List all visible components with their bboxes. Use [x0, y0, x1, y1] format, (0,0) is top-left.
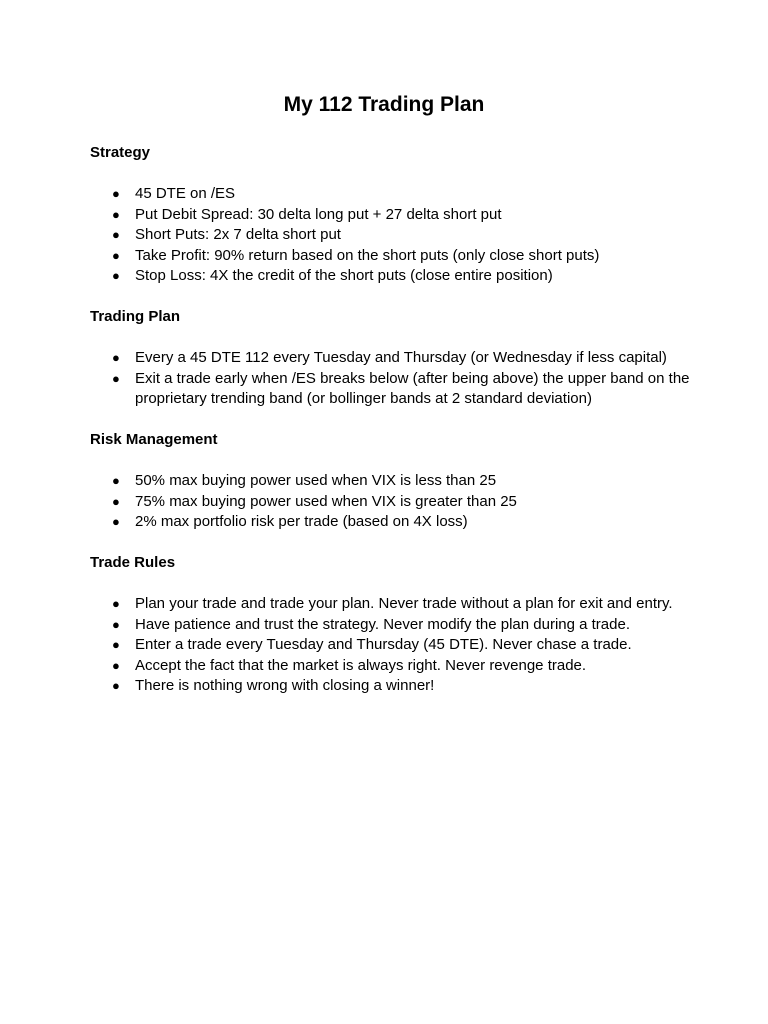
- section-trading-plan: [90, 307, 690, 410]
- list-item: [90, 184, 690, 205]
- section-trade-rules: [90, 553, 690, 697]
- list-item-text: Have patience and trust the strategy. Never modify the plan during a trade.: [135, 615, 630, 633]
- section-heading: Trading Plan: [90, 308, 181, 325]
- list-item: [90, 492, 690, 513]
- bullet-icon: ●: [112, 370, 120, 386]
- list-item: [90, 266, 690, 287]
- bullet-list: [90, 348, 690, 410]
- bullet-list: [90, 471, 690, 533]
- bullet-list: [90, 184, 690, 287]
- bullet-icon: ●: [112, 473, 120, 488]
- bullet-icon: ●: [112, 596, 120, 611]
- list-item-text: Enter a trade every Tuesday and Thursday (45 DTE). Never chase a trade.: [135, 636, 632, 653]
- list-item-text: Plan your trade and trade your plan. Never trade without a plan for exit and entry.: [135, 595, 673, 612]
- list-item-text: 45 DTE on /ES: [135, 185, 236, 202]
- list-item-text: 75% max buying power used when VIX is greater than 25: [135, 492, 517, 510]
- section-risk-management: [90, 430, 690, 533]
- bullet-icon: ●: [112, 493, 120, 509]
- list-item: [90, 676, 690, 697]
- bullet-icon: ●: [112, 268, 120, 283]
- bullet-icon: ●: [112, 186, 120, 201]
- bullet-icon: ●: [112, 616, 120, 632]
- list-item: [90, 246, 690, 267]
- list-item-text: Every a 45 DTE 112 every Tuesday and Thursday (or Wednesday if less capital): [135, 349, 667, 366]
- list-item-text: Put Debit Spread: 30 delta long put + 27 delta short put: [135, 205, 502, 223]
- list-item-text: 50% max buying power used when VIX is less than 25: [135, 472, 497, 489]
- section-heading: Trade Rules: [90, 554, 176, 571]
- list-item-text: There is nothing wrong with closing a winner!: [135, 677, 435, 694]
- section-strategy: [90, 143, 690, 287]
- section-heading: Risk Management: [90, 431, 218, 448]
- list-item: [90, 615, 690, 636]
- list-item: [90, 369, 690, 410]
- list-item: [90, 225, 690, 246]
- list-item-text: Take Profit: 90% return based on the short puts (only close short puts): [135, 246, 600, 264]
- list-item-text: Exit a trade early when /ES breaks below (after being above) the upper band on the proprietary trending band (or bollinger bands at 2 standard deviation): [135, 369, 690, 407]
- section-heading: Strategy: [90, 144, 151, 161]
- list-item-text: Accept the fact that the market is always right. Never revenge trade.: [135, 656, 587, 674]
- list-item: [90, 512, 690, 533]
- bullet-list: [90, 594, 690, 697]
- bullet-icon: ●: [112, 637, 120, 652]
- list-item-text: Short Puts: 2x 7 delta short put: [135, 226, 341, 243]
- bullet-icon: ●: [112, 227, 120, 242]
- bullet-icon: ●: [112, 657, 120, 673]
- page-title: My 112 Trading Plan: [283, 93, 485, 116]
- bullet-icon: ●: [112, 350, 120, 365]
- bullet-icon: ●: [112, 206, 120, 222]
- list-item: [90, 205, 690, 226]
- list-item-text: Stop Loss: 4X the credit of the short puts (close entire position): [135, 267, 553, 284]
- list-item: [90, 594, 690, 615]
- bullet-icon: ●: [112, 678, 120, 693]
- list-item: [90, 635, 690, 656]
- list-item: [90, 656, 690, 677]
- bullet-icon: ●: [112, 514, 120, 529]
- bullet-icon: ●: [112, 247, 120, 263]
- list-item: [90, 471, 690, 492]
- list-item: [90, 348, 690, 369]
- list-item-text: 2% max portfolio risk per trade (based on 4X loss): [135, 513, 468, 530]
